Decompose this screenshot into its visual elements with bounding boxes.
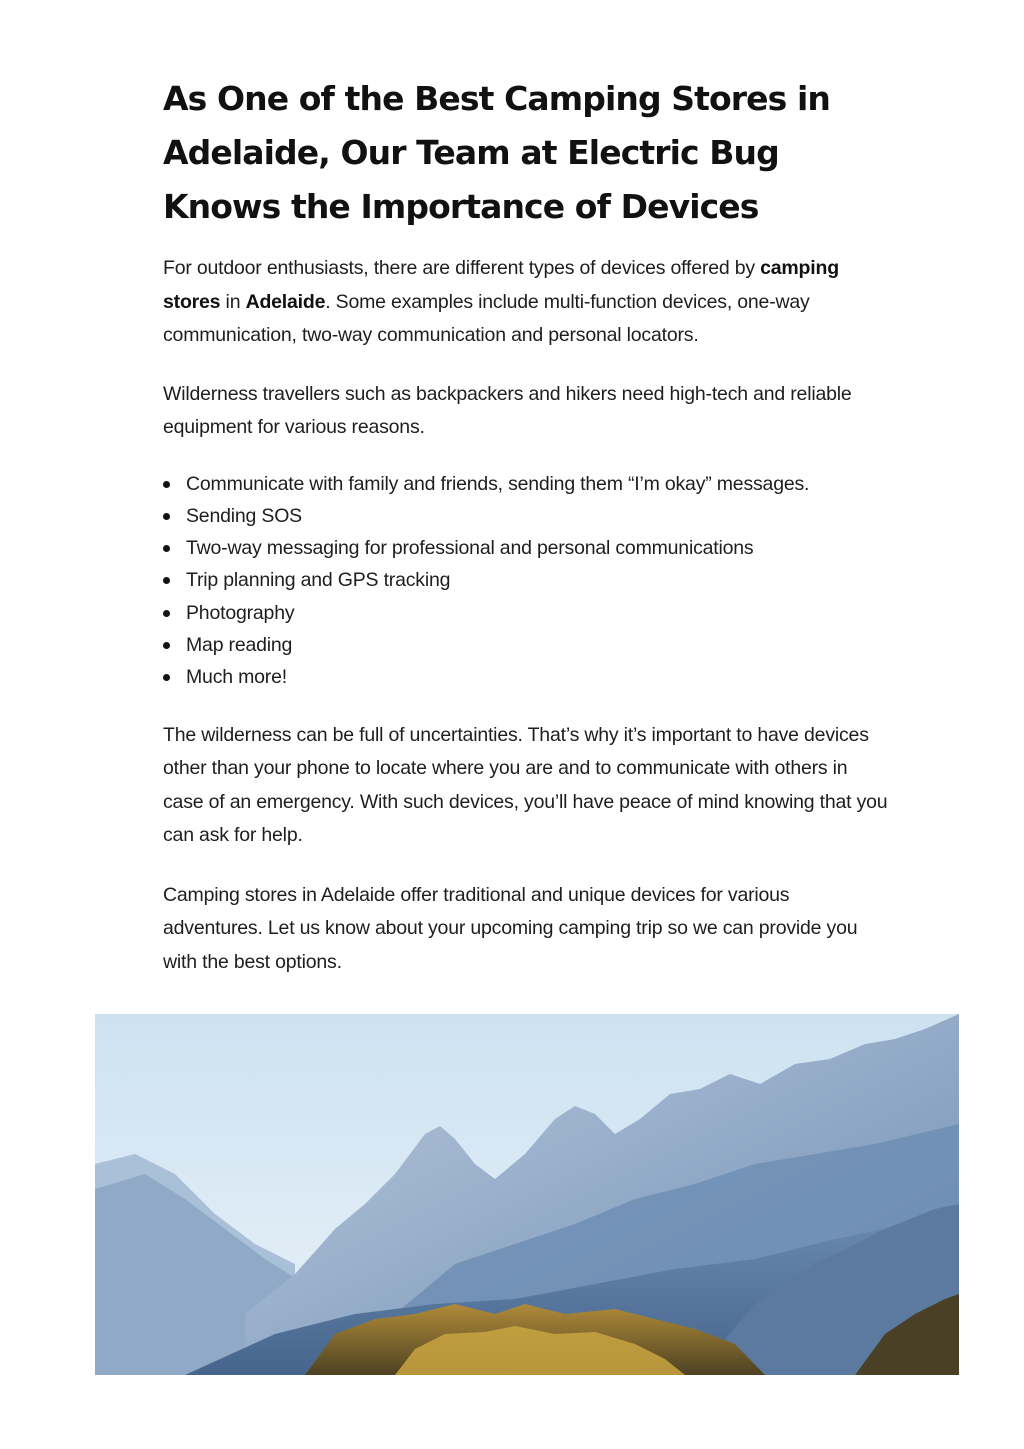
list-item: [163, 532, 893, 564]
intro-text-middle: in: [220, 290, 246, 313]
mountain-landscape-illustration: [95, 1014, 959, 1375]
camping-stores-link-text: camping stores: [163, 257, 839, 313]
list-item-text: Two-way messaging for professional and personal communications: [186, 537, 754, 560]
bullet-icon: [163, 674, 170, 681]
bullet-icon: [163, 610, 170, 617]
list-item: [163, 661, 893, 693]
list-item: [163, 468, 893, 500]
bullet-icon: [163, 577, 170, 584]
list-item-text: Sending SOS: [186, 504, 302, 527]
reasons-list: [163, 468, 893, 694]
list-item-text: Trip planning and GPS tracking: [186, 569, 451, 592]
bullet-icon: [163, 545, 170, 552]
list-item: [163, 500, 893, 532]
mountain-landscape-photo: [95, 1014, 959, 1375]
bullet-icon: [163, 481, 170, 488]
article-title: As One of the Best Camping Stores in Adelaide, Our Team at Electric Bug Knows the Importance of Devices: [163, 79, 830, 226]
list-item-text: Communicate with family and friends, sending them “I’m okay” messages.: [186, 472, 810, 495]
intro-text-start: For outdoor enthusiasts, there are different types of devices offered by: [163, 257, 761, 279]
list-item-text: Much more!: [186, 666, 287, 689]
uncertainties-paragraph: The wilderness can be full of uncertainties. That’s why it’s important to have devices other than your phone to locate where you are and to communicate with others in case of an emergency. With such devices, you’ll have peace of mind knowing that you can ask for help.: [163, 723, 888, 847]
intro-paragraph: [163, 252, 893, 353]
bullet-icon: [163, 642, 170, 649]
list-item: [163, 597, 893, 629]
article: [163, 72, 893, 979]
list-item-text: Photography: [186, 601, 295, 624]
wilderness-paragraph: Wilderness travellers such as backpackers and hikers need high-tech and reliable equipment for various reasons.: [163, 382, 852, 438]
adelaide-link-text: Adelaide: [245, 290, 326, 313]
intro-text-end: . Some examples include multi-function devices, one-way communication, two-way communication and personal locators.: [163, 290, 810, 346]
list-item: [163, 564, 893, 596]
list-item: [163, 629, 893, 661]
bullet-icon: [163, 513, 170, 520]
camping-stores-paragraph: Camping stores in Adelaide offer traditional and unique devices for various adventures. Let us know about your upcoming camping trip so we can provide you with the best options.: [163, 883, 858, 973]
list-item-text: Map reading: [186, 633, 293, 656]
